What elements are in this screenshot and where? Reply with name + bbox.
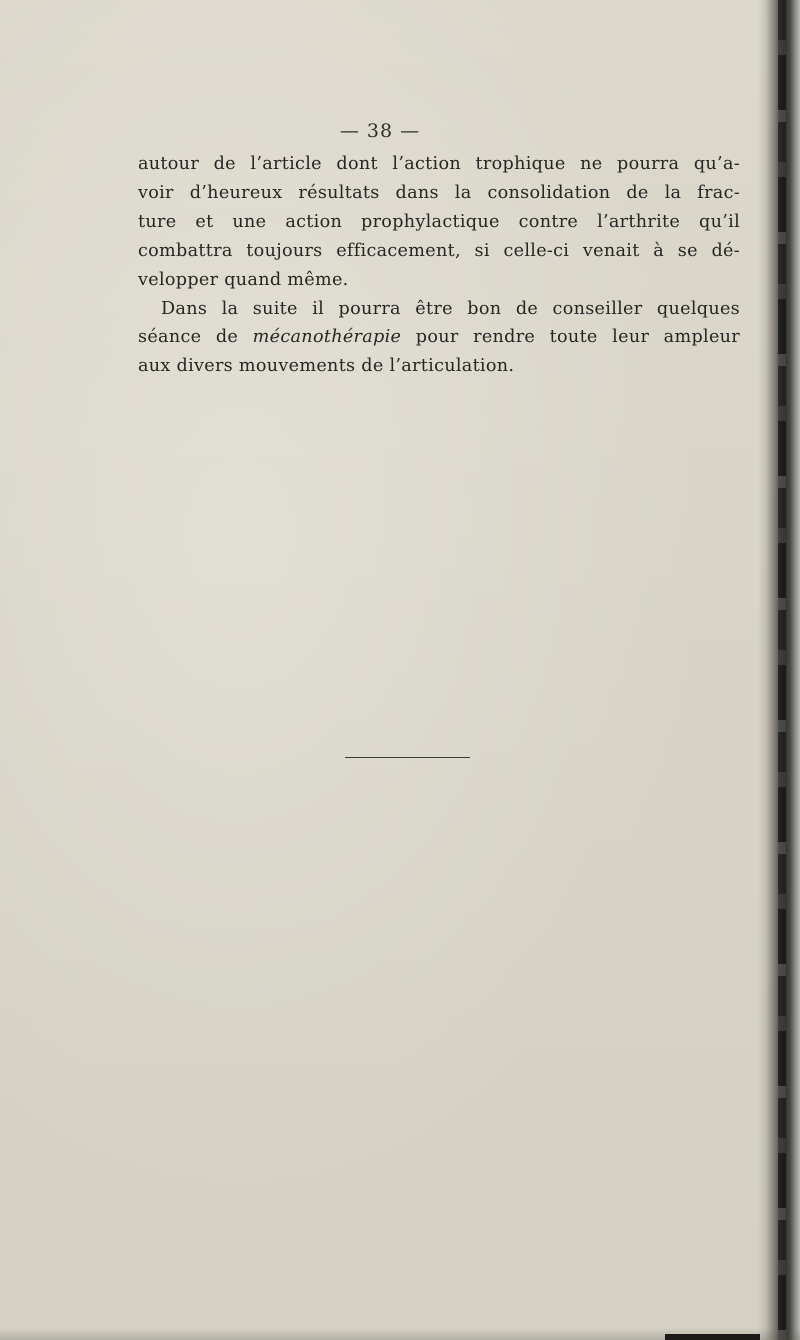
line-2-after: pour rendre toute leur ampleur — [401, 327, 740, 348]
text-line-4: combattra toujours efficacement, si celle-ci venait à se dé- — [138, 240, 740, 261]
text-line-5: velopper quand même. — [138, 269, 349, 290]
page-number: — 38 — — [339, 120, 421, 142]
book-binding-edge — [758, 0, 800, 1340]
text-line-2: voir d’heureux résultats dans la consolidation de la frac- — [138, 182, 740, 203]
section-rule — [345, 757, 470, 758]
body-text — [138, 150, 740, 381]
text-line-1: autour de l’article dont l’action trophique ne pourra qu’a- — [138, 154, 740, 174]
text-line-3: ture et une action prophylactique contre l’arthrite qu’il — [138, 211, 740, 232]
line-2-before: séance de — [138, 327, 253, 348]
paragraph-2-line-1: Dans la suite il pourra être bon de conseiller quelques — [161, 298, 740, 319]
paragraph-2-line-3: aux divers mouvements de l’articulation. — [138, 356, 515, 377]
italic-term: mécanothérapie — [252, 327, 402, 348]
paragraph-2-line-2 — [138, 323, 740, 352]
page-bottom-mark — [665, 1334, 760, 1340]
